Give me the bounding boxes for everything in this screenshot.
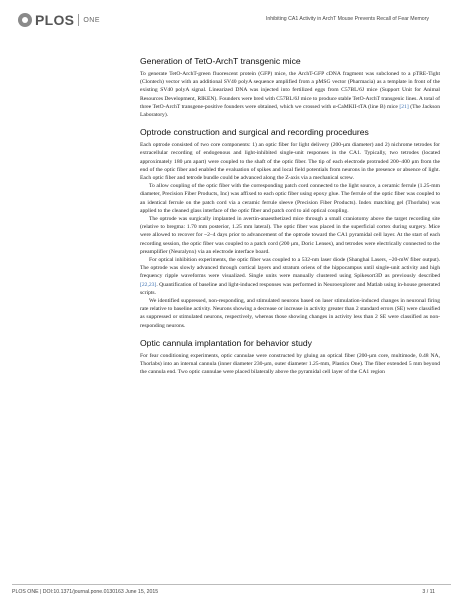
plos-logo bbox=[18, 12, 100, 28]
footer-citation: PLOS ONE | DOI:10.1371/journal.pone.0130163 June 15, 2015 bbox=[12, 589, 159, 595]
article-body bbox=[140, 56, 440, 377]
section-heading-transgenic: Generation of TetO-ArchT transgenic mice bbox=[140, 56, 301, 66]
plos-logo-icon bbox=[18, 13, 32, 27]
section-heading-optrode: Optrode construction and surgical and recording procedures bbox=[140, 127, 369, 138]
paragraph-optrode-4: For optical inhibition experiments, the optic fiber was coupled to a 532-nm laser diode (Shanghai Lasers, ~20-mW fiber output). The optrode was slowly advanced through cortical layers and stratum oriens of the hippocampus until single-unit activity and high frequency ripple waveforms were visualized. Single units were manually clustered using Spikesort3D as previously described [22,23]. Quantification of baseline and light-induced responses was performed in Neuroexplorer and Matlab using in-house generated scripts. bbox=[140, 257, 440, 296]
footer-rule bbox=[12, 584, 451, 585]
page-number: 3 / 11 bbox=[422, 589, 435, 595]
citation-link[interactable]: [21] bbox=[399, 103, 409, 110]
page-header bbox=[12, 12, 451, 32]
paragraph-optrode-3: The optrode was surgically implanted in avertin-anaesthetized mice through a small craniotomy above the target recording site (relative to bregma: 1.70 mm posterior, 1.25 mm lateral). The optic fiber was placed in the superficial cortex during surgery. Mice were allowed to recover for ~2–4 days prior to advancement of the optrode toward the CA1 pyramidal cell layer. At the start of each recording session, the optic fiber was coupled to a patch cord (200 μm, Doric Lenses), and tetrodes were electrically connected to the preamplifier (Neuralynx) via an electrode interface board. bbox=[140, 216, 440, 255]
logo-text: PLOS bbox=[35, 12, 75, 28]
paragraph-optrode-5: We identified suppressed, non-responding, and stimulated neurons based on laser stimulation-induced changes in neuronal firing rate relative to baseline activity. Neurons showing a decrease or increase in activity greater than 2 standard errors (SE) were classified as suppressed or stimulated neurons, respectively, whereas those showing changes in activity less than 2 SE were classified as non-responding neurons. bbox=[140, 298, 440, 329]
running-title: Inhibiting CA1 Activity in ArchT Mouse Prevents Recall of Fear Memory bbox=[265, 16, 429, 22]
paragraph-optrode-1: Each optrode consisted of two core components: 1) an optic fiber for light delivery (200-μm diameter) and 2) nichrome tetrodes for extracellular recording of endogenous and light-inhibited single-unit responses in the CA1. Typically, two tetrodes (located approximately 180 μm apart) were coupled to the shaft of the optic fiber. The tip of each electrode protruded 200–400 μm from the end of the optic fiber and enabled the evaluation of spikes and local field potentials from neurons in the presence or absence of light. Each optic fiber and tetrode bundle could be advanced along the Z-axis via a mechanical screw. bbox=[140, 142, 440, 182]
citation-link[interactable]: [22,23] bbox=[140, 281, 157, 288]
paragraph-optrode-2: To allow coupling of the optic fiber with the corresponding patch cord connected to the light source, a ceramic ferrule (1.25-mm diameter, Precision Fiber Products, Inc) was affixed to each optic fiber using epoxy glue. The ferrule of the optic fiber was coupled to an identical ferrule on the patch cord via a ceramic ferrule sleeve (Precision Fiber Products). Index matching gel (Thorlabs) was applied to the cleaned glass interface of the optic fiber and patch cord to aid optical coupling. bbox=[140, 183, 440, 214]
section-heading-cannula: Optic cannula implantation for behavior study bbox=[140, 337, 312, 348]
logo-divider bbox=[78, 14, 79, 26]
paragraph-cannula-1: For fear conditioning experiments, optic cannulae were constructed by gluing an optical fiber (200-μm core, multimode, 0.48 NA, Thorlabs) into an internal cannula (inner diameter 230-μm, outer diameter 1.25-mm, Plastics One). The fiber extended 5 mm beyond the cannula end. Two optic cannulae were placed bilaterally above the pyramidal cell layer of the CA1 region bbox=[140, 352, 440, 376]
logo-subtitle: ONE bbox=[83, 16, 100, 24]
paragraph-transgenic-1: To generate TetO-ArchT-green fluorescent protein (GFP) mice, the ArchT-GFP cDNA fragment was subcloned to a pTRE-Tight (Clontech) vector with an additional SV40 polyA sequence amplified from a pMSG vector (Pharmacia) as a template in front of the existing SV40 polyA signal. Linearized DNA was injected into fertilized eggs from C57BL/6J mice (Support Unit for Animal Resources Development, RIKEN). Founders were bred with C57BL/6J mice to produce stable TetO-ArchT transgenic lines. A total of three TetO-ArchT transgene-positive founders were obtained, which we crossed with α-CaMKII-tTA (line B) mice [21] (The Jackson Laboratory). bbox=[140, 71, 440, 119]
